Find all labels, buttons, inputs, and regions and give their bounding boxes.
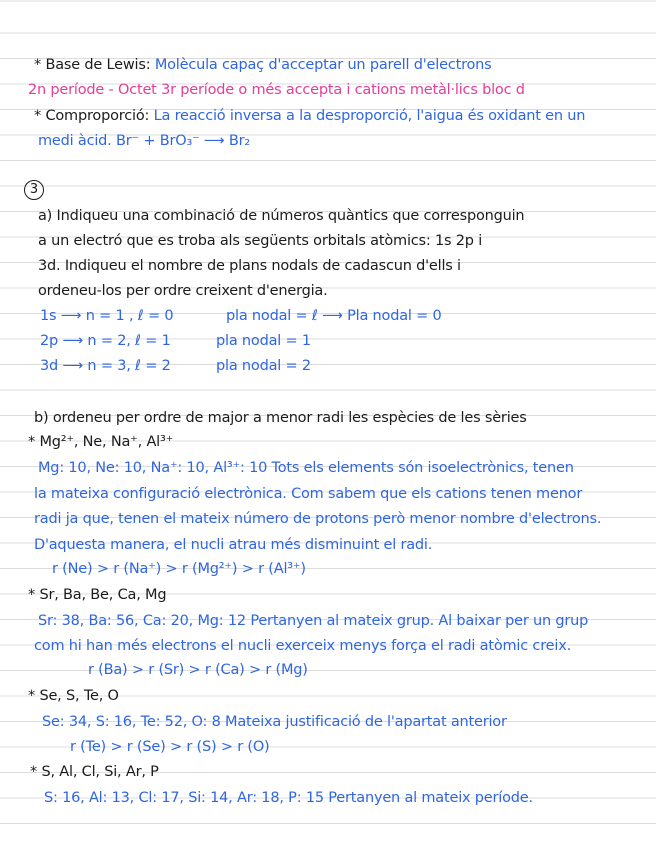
lewis-definition — [34, 55, 492, 75]
series-3-head: * Se, S, Te, O — [28, 688, 119, 704]
series-2-head: * Sr, Ba, Be, Ca, Mg — [28, 587, 167, 603]
orbital-1s-nodal: pla nodal = ℓ ⟶ Pla nodal = 0 — [226, 308, 442, 324]
lewis-pink-note: 2n període - Octet 3r període o més accepta i cations metàl·lics bloc d — [28, 82, 525, 98]
q3a-line-3: 3d. Indiqueu el nombre de plans nodals de cadascun d'ells i — [38, 258, 461, 274]
series-2-line-2: com hi han més electrons el nucli exerceix menys força el radi atòmic creix. — [34, 638, 571, 654]
series-1-line-2: la mateixa configuració electrònica. Com sabem que els cations tenen menor — [34, 486, 583, 502]
series-1-head: * Mg²⁺, Ne, Na⁺, Al³⁺ — [28, 434, 174, 450]
series-4-line-1: S: 16, Al: 13, Cl: 17, Si: 14, Ar: 18, P: 15 Pertanyen al mateix període. — [44, 790, 533, 806]
series-1-line-1: Mg: 10, Ne: 10, Na⁺: 10, Al³⁺: 10 Tots els elements són isoelectrònics, tenen — [38, 460, 574, 476]
series-1-order: r (Ne) > r (Na⁺) > r (Mg²⁺) > r (Al³⁺) — [52, 561, 306, 577]
lewis-text: Molècula capaç d'acceptar un parell d'electrons — [154, 57, 492, 73]
series-4-head: * S, Al, Cl, Si, Ar, P — [30, 764, 159, 780]
orbital-1s: 1s ⟶ n = 1 , ℓ = 0 — [40, 308, 174, 324]
series-2-line-1: Sr: 38, Ba: 56, Ca: 20, Mg: 12 Pertanyen al mateix grup. Al baixar per un grup — [38, 613, 589, 629]
series-1-line-4: D'aquesta manera, el nucli atrau més disminuint el radi. — [34, 537, 433, 553]
q3a-line-4: ordeneu-los per ordre creixent d'energia. — [38, 283, 328, 299]
question-number: 3 — [24, 180, 44, 200]
comproporcio-definition — [34, 106, 585, 126]
lewis-label: * Base de Lewis: — [34, 57, 151, 73]
series-3-order: r (Te) > r (Se) > r (S) > r (O) — [70, 739, 270, 755]
q3b-intro: b) ordeneu per ordre de major a menor radi les espècies de les sèries — [34, 410, 527, 426]
series-3-line-1: Se: 34, S: 16, Te: 52, O: 8 Mateixa justificació de l'apartat anterior — [42, 714, 507, 730]
comproporcio-label: * Comproporció: — [34, 108, 150, 124]
q3a-line-1: a) Indiqueu una combinació de números quàntics que corresponguin — [38, 208, 525, 224]
orbital-3d: 3d ⟶ n = 3, ℓ = 2 — [40, 358, 171, 374]
series-2-order: r (Ba) > r (Sr) > r (Ca) > r (Mg) — [88, 662, 308, 678]
series-1-line-3: radi ja que, tenen el mateix número de protons però menor nombre d'electrons. — [34, 511, 602, 527]
comproporcio-text-2: medi àcid. Br⁻ + BrO₃⁻ ⟶ Br₂ — [38, 133, 251, 149]
orbital-3d-nodal: pla nodal = 2 — [216, 358, 311, 374]
q3a-line-2: a un electró que es troba als següents orbitals atòmics: 1s 2p i — [38, 233, 483, 249]
comproporcio-text: La reacció inversa a la desproporció, l'aigua és oxidant en un — [153, 108, 586, 124]
orbital-2p: 2p ⟶ n = 2, ℓ = 1 — [40, 333, 171, 349]
orbital-2p-nodal: pla nodal = 1 — [216, 333, 311, 349]
